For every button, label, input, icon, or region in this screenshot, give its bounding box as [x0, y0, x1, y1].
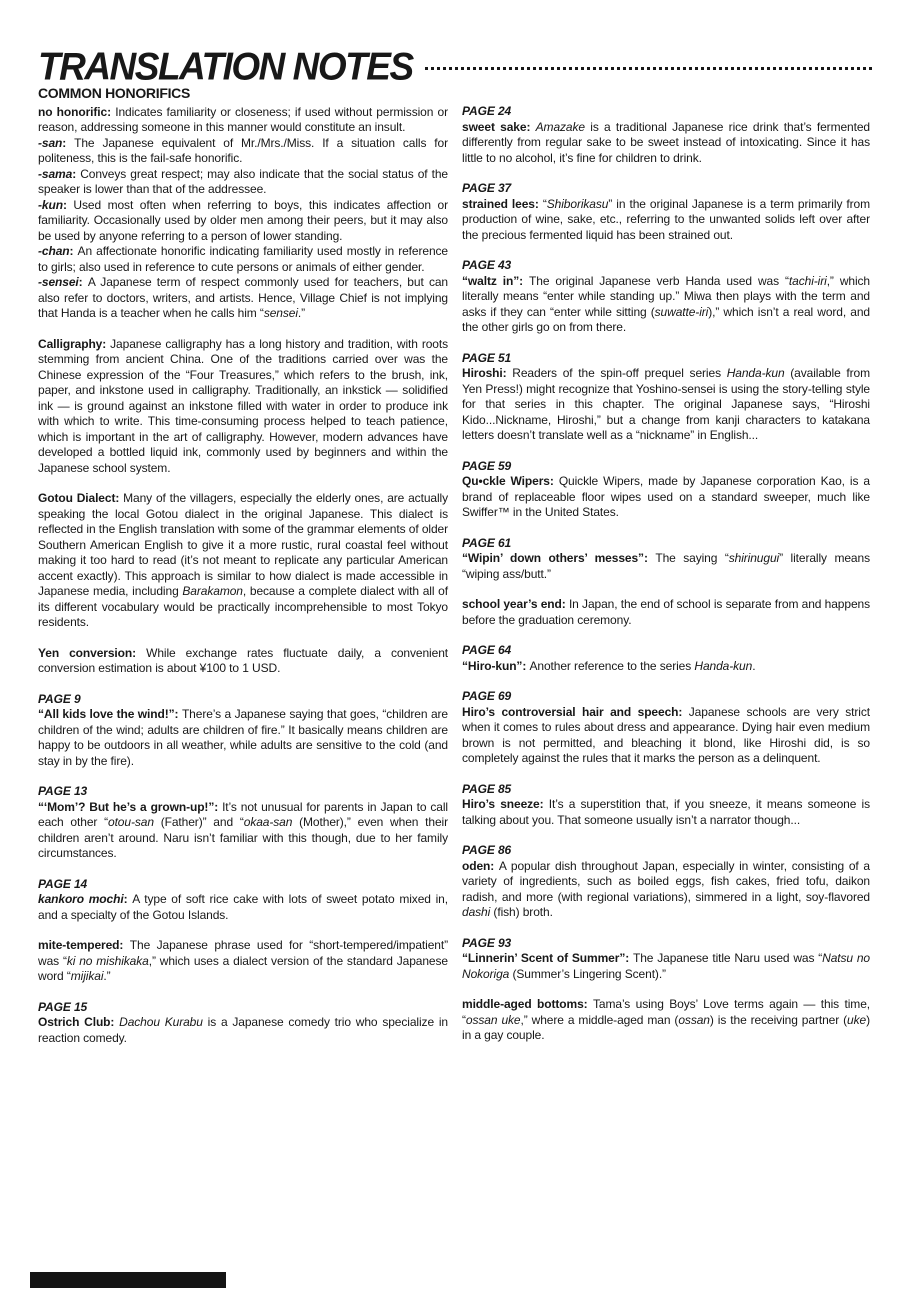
note-body-segment: The saying “ — [655, 551, 729, 565]
note-term: Hiro’s controversial hair and speech — [462, 704, 679, 719]
page-label: PAGE 37 — [462, 181, 512, 195]
note-entry — [38, 136, 448, 167]
note-term-colon: : — [115, 491, 124, 505]
note-body-italic-segment: Shiborikasu — [546, 196, 609, 211]
note-block — [462, 782, 870, 829]
note-body-segment: is a traditional Japanese rice drink that’s fermented differently from regular sake to be sweet instead of intoxicating. Since it has little to no alcohol, it’s fine for children to drink. — [462, 119, 870, 165]
note-block — [462, 843, 870, 921]
page-label: PAGE 14 — [38, 876, 88, 891]
note-term: “Wipin’ down others’ messes” — [462, 551, 644, 565]
left-column-blocks — [38, 105, 448, 1047]
note-body-segment: Readers of the spin-off prequel series — [512, 366, 727, 380]
note-entry — [462, 120, 870, 167]
note-term: “‘Mom’? But he’s a grown-up!” — [38, 799, 215, 814]
note-term: -sensei — [38, 275, 79, 289]
note-block — [38, 105, 448, 322]
note-entry — [462, 859, 870, 921]
page-label: PAGE 9 — [38, 691, 81, 706]
note-body-italic-segment: ossan uke — [465, 1012, 521, 1027]
note-entry — [462, 997, 870, 1044]
note-body-segment: ,” where a middle-aged man ( — [520, 1012, 679, 1027]
note-body-segment: is a Japanese comedy trio who specialize in reaction comedy. — [38, 1015, 448, 1045]
note-term-colon: : — [643, 551, 656, 565]
page-label: PAGE 51 — [462, 350, 512, 365]
note-block — [38, 491, 448, 631]
note-entry — [462, 597, 870, 628]
note-term: middle-aged bottoms — [462, 997, 584, 1011]
note-entry — [38, 167, 448, 198]
note-entry — [38, 105, 448, 136]
note-entry — [462, 366, 870, 444]
note-body-italic-segment: sensei — [263, 306, 298, 320]
note-term-colon: : — [526, 119, 536, 134]
note-body-segment: There’s a Japanese saying that goes, “children are children of the wind; adults are children of fire.” It basically means children are happy to be outdoors in all weather, while adults are sensitive to the cold (and stay in by the fire). — [38, 707, 448, 768]
note-term-colon: : — [69, 244, 78, 258]
note-entry — [38, 491, 448, 631]
note-body-segment: (Summer’s Lingering Scent).” — [509, 966, 666, 981]
note-body-segment: The Japanese equivalent of Mr./Mrs./Miss. If a situation calls for politeness, this is the fail-safe honorific. — [38, 135, 448, 165]
note-body-italic-segment: Handa-kun — [694, 658, 753, 673]
note-block — [462, 459, 870, 521]
note-body-italic-segment: suwatte-iri — [654, 304, 709, 319]
note-term: “Linnerin’ Scent of Summer” — [462, 951, 626, 965]
note-body-italic-segment: otou-san — [108, 815, 154, 829]
note-entry — [38, 244, 448, 275]
note-body-segment: , because a complete dialect with all of its different vocabulary would be practically incomprehensible to most Tokyo residents. — [38, 584, 448, 629]
note-entry — [38, 892, 448, 923]
note-body-italic-segment: shirinugui — [728, 551, 780, 565]
note-block — [462, 536, 870, 629]
note-term: “waltz in” — [462, 273, 520, 288]
note-term-colon: : — [490, 858, 499, 873]
note-term-colon: : — [534, 196, 543, 211]
note-body-italic-segment: Barakamon — [182, 584, 243, 598]
note-body-segment: ),” which isn’t a real word, and the other girls go on from there. — [462, 304, 870, 334]
dotted-leader — [425, 67, 872, 70]
page-label: PAGE 85 — [462, 781, 512, 796]
note-term: Ostrich Club — [38, 1015, 111, 1029]
note-term: kankoro mochi — [38, 892, 124, 906]
note-term-colon: : — [583, 997, 593, 1011]
note-term-colon: : — [72, 166, 81, 181]
note-block — [462, 104, 870, 166]
note-term: no honorific — [38, 104, 108, 119]
note-block — [38, 692, 448, 770]
note-term-colon: : — [132, 645, 147, 660]
note-body-segment: An affectionate honorific indicating familiarity used mostly in reference to girls; also used in reference to cute persons or animals of either gender. — [38, 244, 448, 274]
page-title: TRANSLATION NOTES — [38, 45, 413, 88]
page-label: PAGE 43 — [462, 258, 512, 272]
note-block — [38, 784, 448, 862]
note-body-segment: “ — [542, 196, 547, 211]
note-term: Yen conversion — [38, 645, 133, 660]
note-term-colon: : — [174, 707, 182, 721]
note-body-italic-segment: Natsu no Nokoriga — [462, 951, 870, 981]
note-term-colon: : — [519, 273, 530, 288]
note-term: “Hiro-kun” — [462, 658, 523, 673]
note-entry — [462, 705, 870, 767]
note-body-segment: Used most often when referring to boys, this indicates affection or familiarity. Occasionally used by older men among their peers, but it may also be used by anyone referring to a person of lower standing. — [38, 197, 448, 243]
note-body-italic-segment: Amazake — [535, 119, 585, 134]
note-block — [462, 351, 870, 444]
note-block — [462, 936, 870, 1044]
note-term-colon: : — [102, 336, 111, 351]
note-entry — [38, 198, 448, 245]
page-label: PAGE 69 — [462, 689, 512, 703]
note-body-segment: Japanese schools are very strict when it comes to rules about dress and appearance. Dying hair even medium brown is not permitted, and bleaching it blond, like Hiroshi did, is so completely against the rules that it marks the person as a delinquent. — [462, 704, 870, 765]
note-body-segment: Conveys great respect; may also indicate that the social status of the speaker is lower than that of the addressee. — [38, 166, 448, 196]
note-entry — [38, 275, 448, 322]
note-body-segment: The Japanese title Naru used was “ — [632, 951, 823, 965]
note-term: Gotou Dialect — [38, 491, 116, 505]
note-body-italic-segment: okaa-san — [243, 815, 293, 829]
note-body-segment: ” in the original Japanese is a term primarily from production of wine, sake, etc., referring to the unwanted solids left over after the precious fermented liquid has been strained out. — [462, 196, 870, 242]
note-term-colon: : — [214, 799, 223, 814]
note-body-segment: Japanese calligraphy has a long history and tradition, with roots stemming from ancient China. One of the traditions carried over was the Chinese expression of the “Four Treasures,” which refers to the brush, ink, paper, and inkstone used in calligraphy. Traditionally, an inkstick — solidified ink — is ground against an inkstone filled with water in order to produce ink with which to write. This time-consuming process helped to teach patience, which is important in the art of calligraphy. However, modern advances have developed a bottled liquid ink, commonly used by beginners and within the Japanese school system. — [38, 336, 448, 475]
note-body-italic-segment: mijikai — [70, 969, 104, 983]
note-block — [38, 877, 448, 985]
note-body-segment: The Japanese phrase used for “short-tempered/impatient” was “ — [38, 938, 448, 968]
note-entry — [462, 951, 870, 982]
title-row — [38, 46, 872, 88]
note-block — [462, 689, 870, 767]
page-label: PAGE 24 — [462, 104, 512, 118]
note-term: -kun — [38, 197, 63, 212]
note-body-segment: .” — [297, 306, 306, 320]
note-term-colon: : — [625, 951, 633, 965]
note-term-colon: : — [62, 135, 75, 150]
note-term-colon: : — [539, 797, 549, 811]
note-body-segment: (available from Yen Press!) might recognize that Yoshino-sensei is using the story-telling style for that series in this chapter. The original Japanese says, “Hiroshi Kido...Nickname, Hiroshi,” but a change from kanji characters to katakana letters doesn’t translate well as a “nickname” in English... — [462, 366, 870, 442]
page-label: PAGE 61 — [462, 535, 512, 550]
note-body-italic-segment: tachi-iri — [788, 273, 827, 288]
note-term: Hiro’s sneeze — [462, 797, 540, 811]
note-entry — [462, 274, 870, 336]
note-term: Calligraphy — [38, 336, 103, 351]
note-body-italic-segment: ki no mishikaka — [66, 953, 149, 968]
note-term-colon: : — [110, 1015, 120, 1029]
note-entry — [462, 797, 870, 828]
note-term: mite-tempered — [38, 938, 120, 952]
note-body-segment: (fish) broth. — [490, 905, 553, 919]
note-term: sweet sake — [462, 119, 527, 134]
note-block — [462, 643, 870, 674]
note-body-segment: (Father)” and “ — [153, 815, 244, 829]
note-body-italic-segment: Dachou Kurabu — [119, 1015, 203, 1029]
note-body-italic-segment: ossan — [678, 1012, 710, 1027]
note-entry — [38, 337, 448, 477]
note-term: “All kids love the wind!” — [38, 707, 175, 721]
left-column — [38, 86, 448, 1061]
note-term: oden — [462, 858, 491, 873]
note-body-segment: ,” which uses a dialect version of the standard Japanese word “ — [38, 953, 448, 983]
note-block — [38, 646, 448, 677]
right-column — [462, 104, 870, 1059]
note-term-colon: : — [678, 704, 689, 719]
note-term: strained lees — [462, 196, 535, 211]
page-label: PAGE 93 — [462, 935, 512, 950]
note-term-colon: : — [561, 597, 569, 611]
footer-bar — [30, 1272, 226, 1288]
note-block — [462, 258, 870, 336]
note-body-italic-segment: Handa-kun — [726, 366, 785, 380]
note-term: -chan — [38, 244, 70, 258]
note-block — [38, 337, 448, 477]
note-body-segment: A Japanese term of respect commonly used for teachers, but can also refer to doctors, writers, and artists. Hence, Village Chief is not implying that Handa is a teacher when he calls him “ — [38, 275, 448, 320]
page-label: PAGE 86 — [462, 843, 512, 857]
note-term: -san — [38, 135, 63, 150]
note-term: Hiroshi — [462, 366, 503, 380]
note-entry — [462, 659, 870, 675]
note-body-segment: It’s not unusual for parents in Japan to call each other “ — [38, 799, 448, 829]
note-term: -sama — [38, 166, 73, 181]
note-term-colon: : — [522, 658, 530, 673]
note-term-colon: : — [502, 366, 513, 380]
note-body-segment: ,” which literally means “enter while standing up.” Miwa then plays with the term and asks if they can “enter while sitting ( — [462, 273, 870, 319]
note-body-segment: In Japan, the end of school is separate from and happens before the graduation ceremony. — [462, 597, 870, 627]
section-heading-common-honorifics: COMMON HONORIFICS — [38, 85, 191, 101]
note-body-segment: A type of soft rice cake with lots of sweet potato mixed in, and a specialty of the Gotou Islands. — [38, 892, 448, 922]
page-label: PAGE 64 — [462, 643, 512, 657]
note-entry — [38, 707, 448, 769]
note-term-colon: : — [62, 197, 74, 212]
note-body-segment: Another reference to the series — [529, 658, 695, 673]
note-body-segment: It’s a superstition that, if you sneeze, it means someone is talking about you. That someone usually isn’t a narrator though... — [462, 797, 870, 827]
note-term-colon: : — [78, 275, 88, 289]
note-body-segment: The original Japanese verb Handa used was “ — [529, 273, 789, 288]
note-body-segment: (Mother),” even when their children aren’t around. Naru isn’t familiar with this though, due to her family circumstances. — [38, 815, 449, 860]
note-entry — [38, 800, 448, 862]
note-body-segment: . — [752, 658, 756, 673]
note-term-colon: : — [123, 892, 133, 906]
note-body-segment: Indicates familiarity or closeness; if used without permission or reason, addressing someone in this manner would constitute an insult. — [38, 104, 448, 134]
note-entry — [462, 474, 870, 521]
note-body-segment: ) in a gay couple. — [462, 1012, 870, 1042]
note-body-segment: Many of the villagers, especially the elderly ones, are actually speaking the local Gotou dialect in the original Japanese. This dialect is reflected in the English translation with some of the grammar elements of older Southern American English to give it a more rustic, rural coastal feel without making it too hard to read (it’s not meant to replicate any particular American accent exactly). This approach is similar to how dialect is made accessible in Japanese media, including — [38, 491, 448, 598]
note-term-colon: : — [119, 938, 130, 952]
note-term: Qu•ckle Wipers — [462, 474, 550, 488]
note-body-italic-segment: uke — [847, 1012, 867, 1027]
page-label: PAGE 13 — [38, 784, 88, 798]
note-body-segment: ” literally means “wiping ass/butt.” — [462, 551, 870, 581]
page-label: PAGE 15 — [38, 999, 88, 1014]
note-body-segment: .” — [103, 969, 111, 983]
note-body-segment: ) is the receiving partner ( — [709, 1012, 848, 1027]
note-entry — [38, 1015, 448, 1046]
note-term-colon: : — [549, 474, 559, 488]
note-body-segment: Tama’s using Boys’ Love terms again — this time, “ — [462, 997, 870, 1027]
note-entry — [38, 938, 448, 985]
note-body-italic-segment: dashi — [462, 905, 491, 919]
note-entry — [462, 551, 870, 582]
note-block — [38, 1000, 448, 1047]
note-entry — [462, 197, 870, 244]
note-body-segment: While exchange rates fluctuate daily, a convenient conversion estimation is about ¥100 to 1 USD. — [38, 645, 449, 675]
note-body-segment: A popular dish throughout Japan, especially in winter, consisting of a variety of ingredients, such as boiled eggs, fish cakes, fried tofu, daikon radish, and more (with regional variations), simmered in a light, soy-flavored — [462, 858, 870, 904]
note-body-segment: Quickle Wipers, made by Japanese corporation Kao, is a brand of replaceable floor wipes used on a standard sweeper, much like Swiffer™ in the United States. — [462, 474, 870, 519]
right-column-blocks — [462, 104, 870, 1044]
note-entry — [38, 646, 448, 677]
note-term-colon: : — [107, 104, 116, 119]
note-block — [462, 181, 870, 243]
page-label: PAGE 59 — [462, 458, 512, 473]
note-term: school year’s end — [462, 597, 562, 611]
